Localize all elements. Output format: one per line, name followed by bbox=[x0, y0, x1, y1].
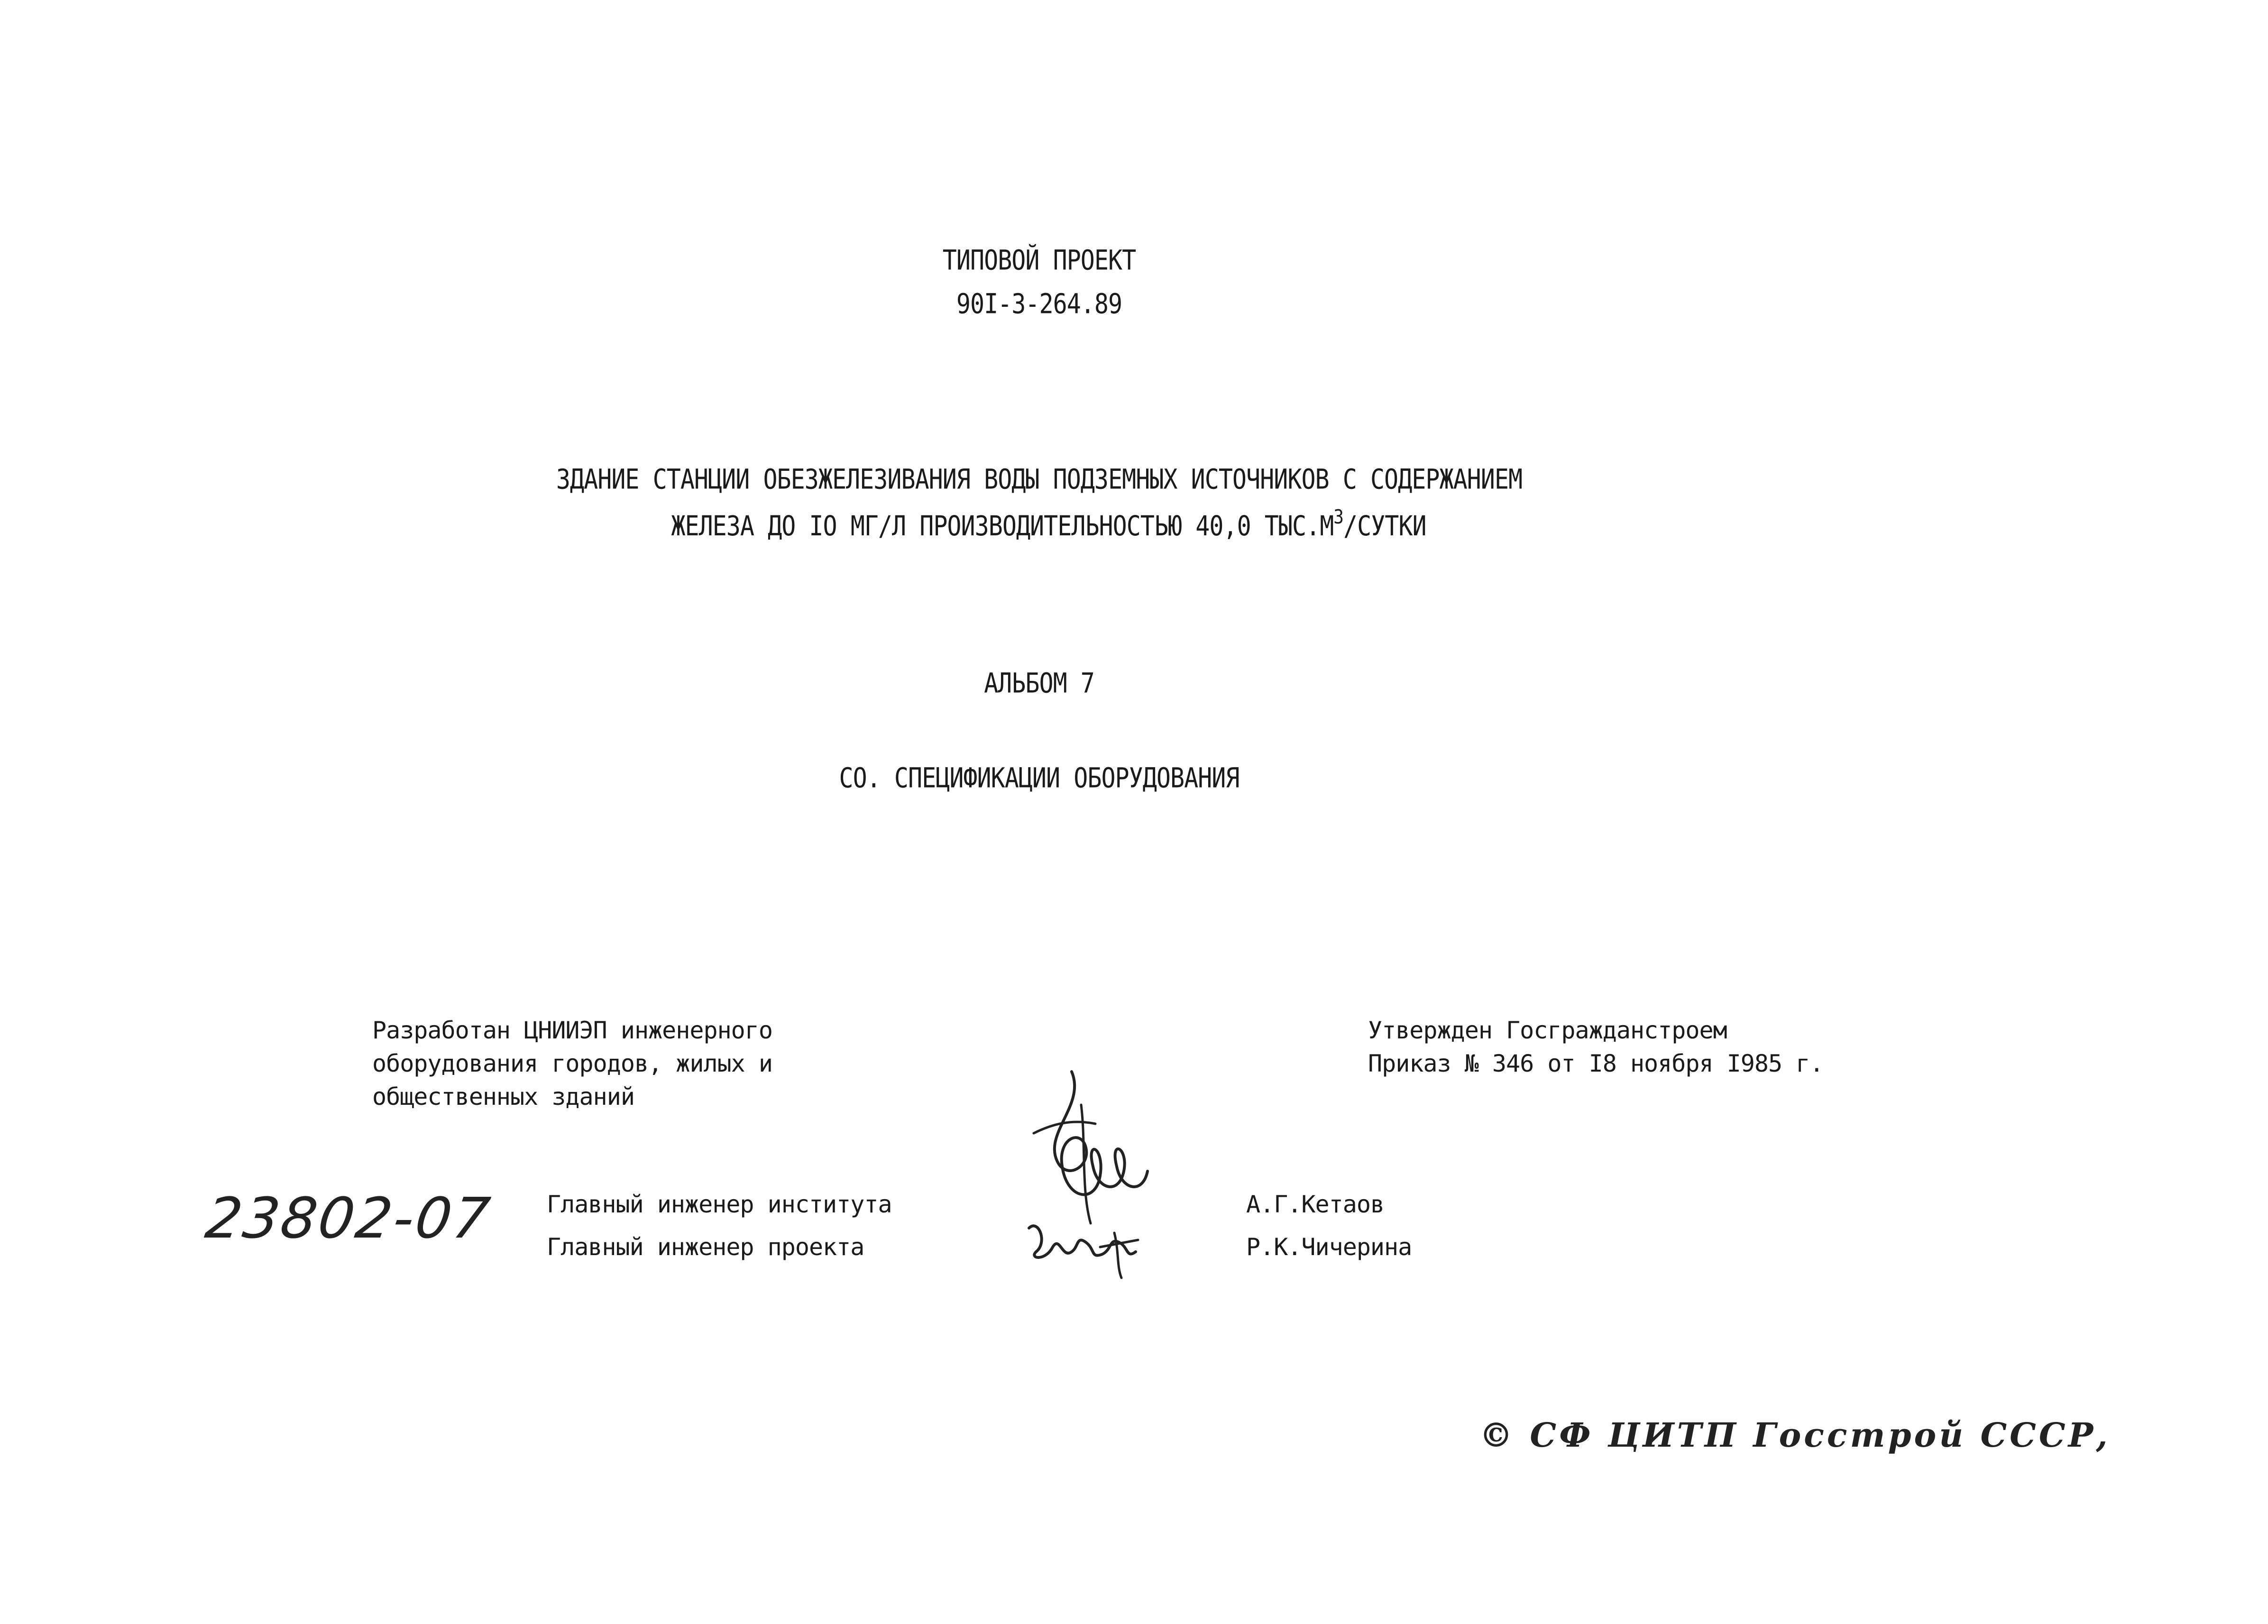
album-label: АЛЬБОМ 7 bbox=[984, 667, 1094, 699]
approval-line-1: Утвержден Госгражданстроем bbox=[1368, 1017, 1727, 1044]
developer-line-2: оборудования городов, жилых и bbox=[372, 1050, 772, 1077]
project-number: 90I-3-264.89 bbox=[956, 288, 1122, 320]
developer-line-3: общественных зданий bbox=[372, 1083, 634, 1110]
signatory-role-2: Главный инженер проекта bbox=[547, 1233, 864, 1261]
signatory-role-1: Главный инженер института bbox=[547, 1191, 892, 1218]
inventory-number: 23802-07 bbox=[202, 1185, 496, 1251]
project-type: ТИПОВОЙ ПРОЕКТ bbox=[942, 244, 1136, 276]
copyright-stamp: © СФ ЦИТП Госстрой СССР, bbox=[1479, 1415, 2111, 1455]
developer-line-1: Разработан ЦНИИЭП инженерного bbox=[372, 1017, 772, 1044]
approval-line-2: Приказ № 346 от I8 ноября I985 г. bbox=[1368, 1050, 1824, 1077]
document-title-line-1: ЗДАНИЕ СТАНЦИИ ОБЕЗЖЕЛЕЗИВАНИЯ ВОДЫ ПОДЗЕМНЫХ ИСТОЧНИКОВ С СОДЕРЖАНИЕМ bbox=[556, 463, 1523, 495]
signatory-name-1: А.Г.Кетаов bbox=[1246, 1191, 1385, 1218]
album-section: СО. СПЕЦИФИКАЦИИ ОБОРУДОВАНИЯ bbox=[839, 762, 1240, 794]
handwritten-signature-2 bbox=[1019, 1214, 1152, 1280]
signatory-name-2: Р.К.Чичерина bbox=[1246, 1233, 1412, 1261]
document-title-line-2: ЖЕЛЕЗА ДО IO МГ/Л ПРОИЗВОДИТЕЛЬНОСТЬЮ 40,0 $ТЫС.М^3$/СУТКИ bbox=[671, 506, 1426, 542]
